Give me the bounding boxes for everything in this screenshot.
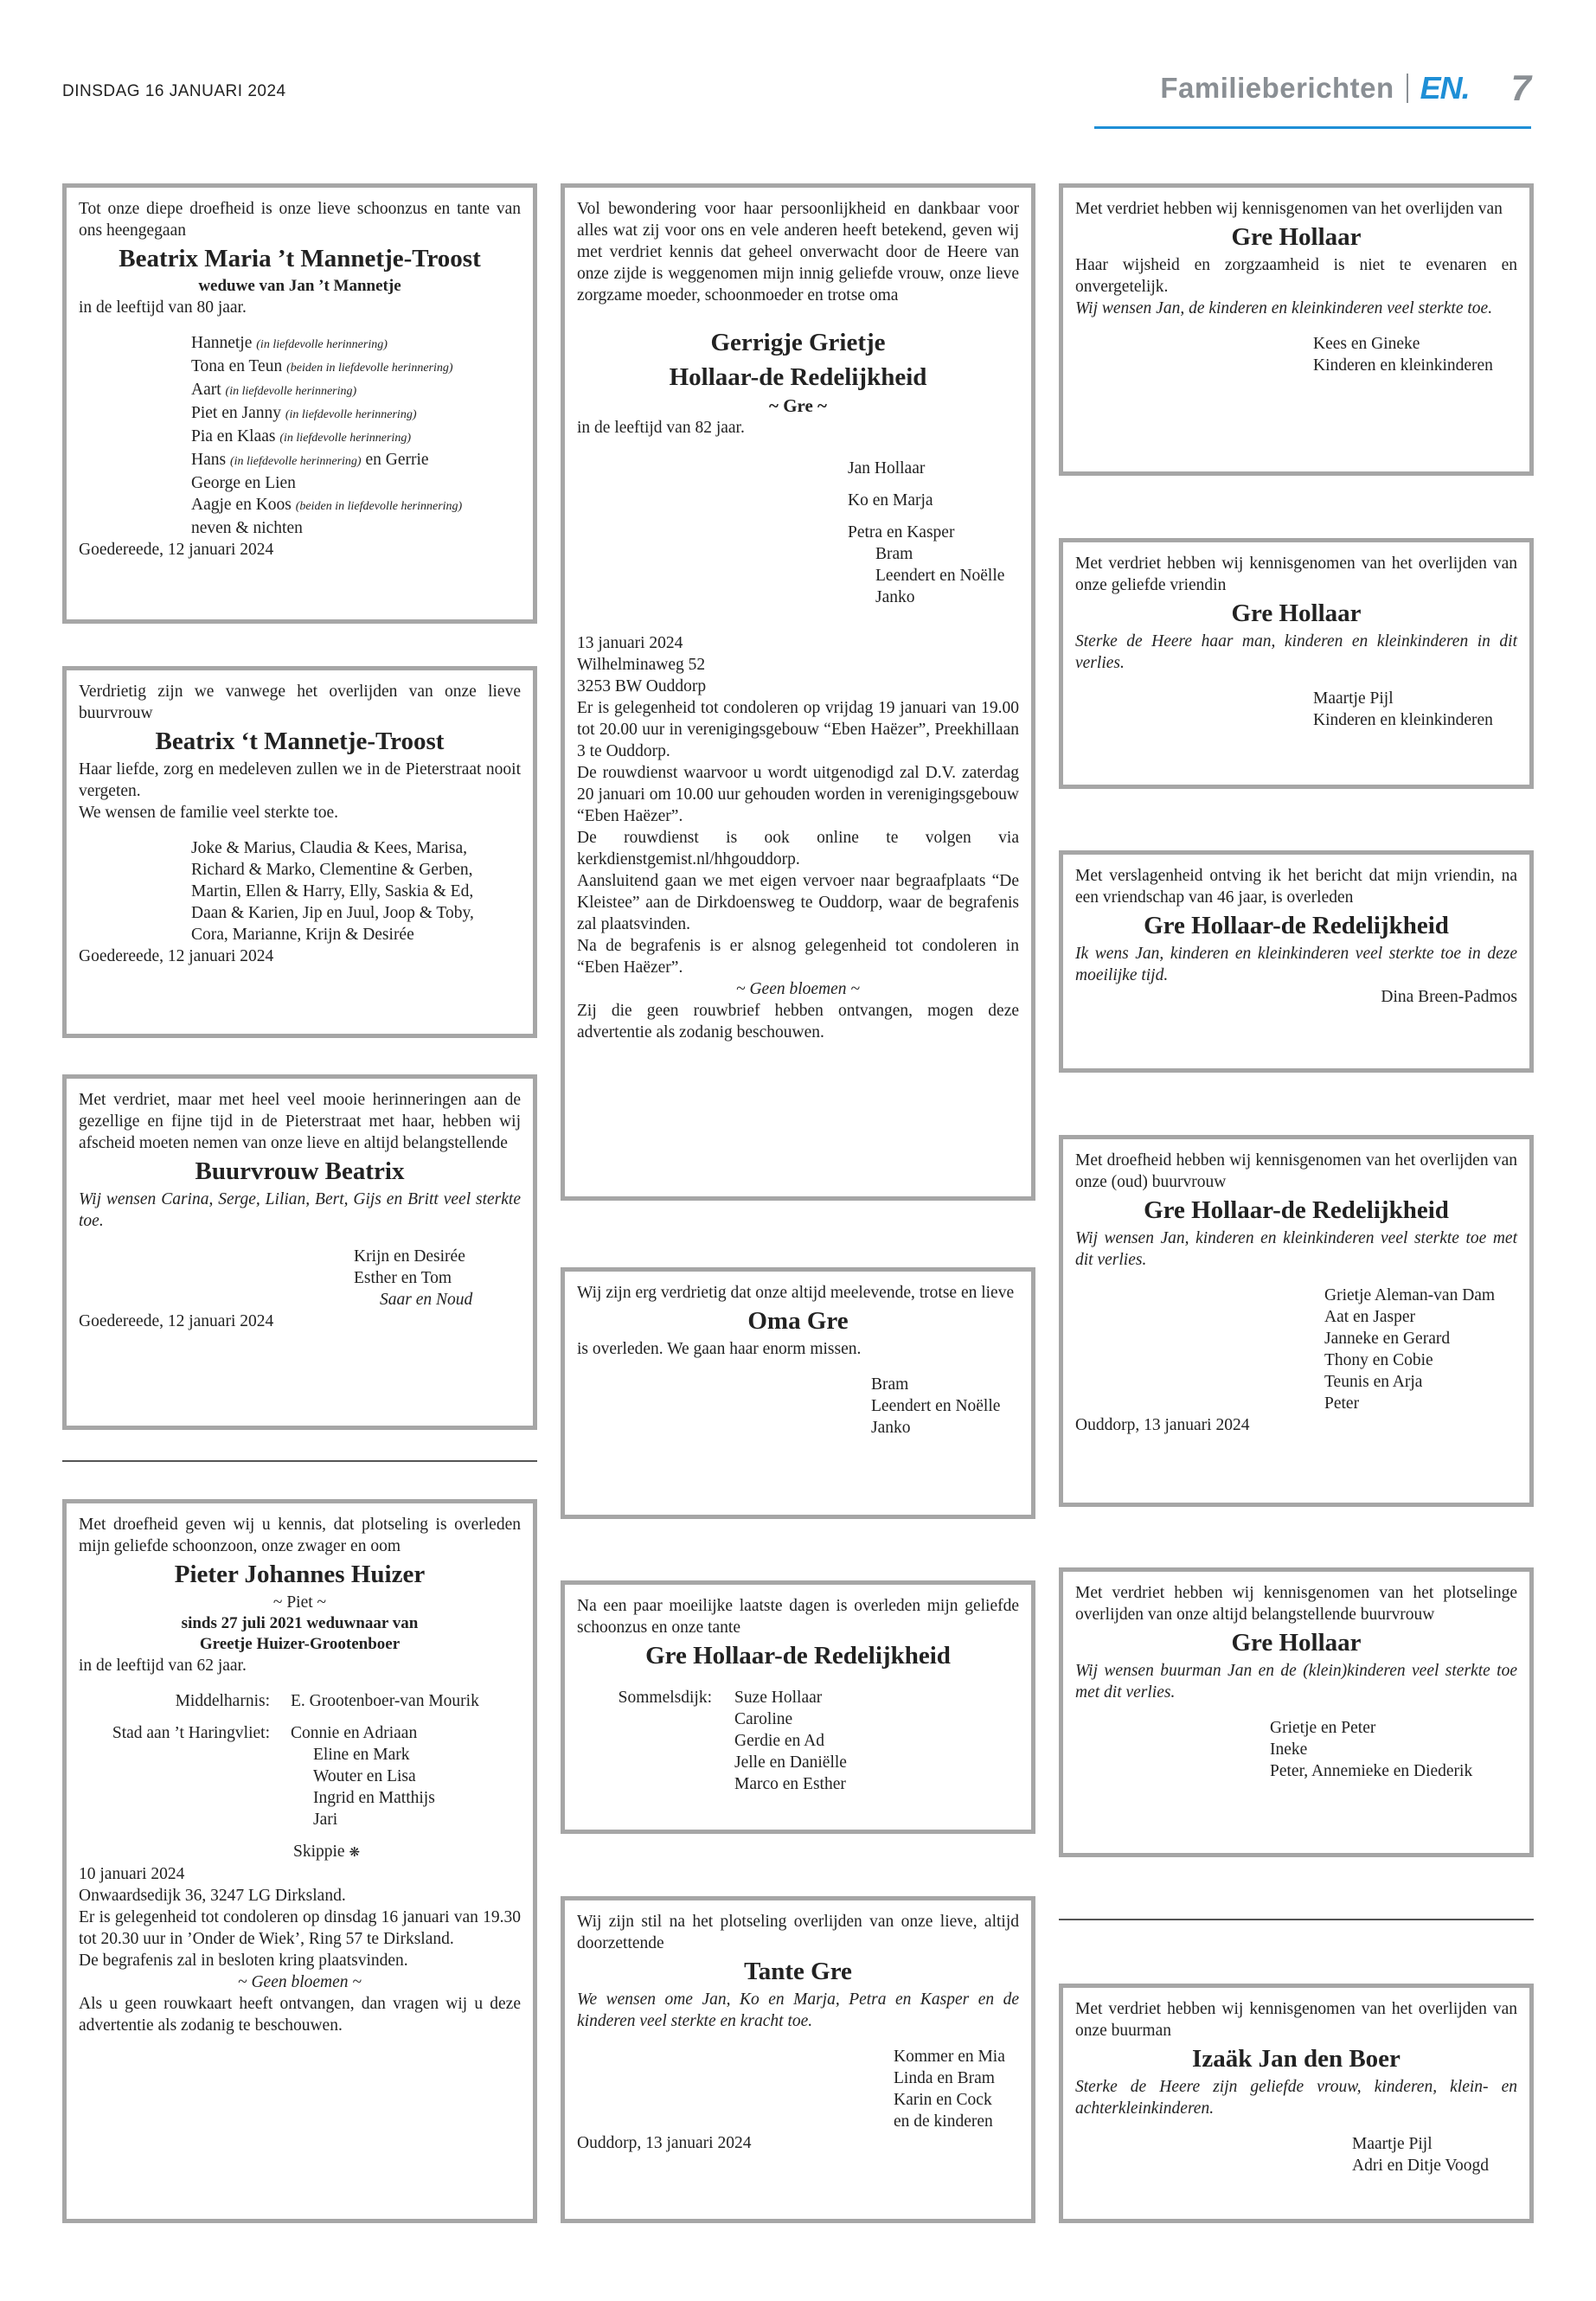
signatory: Leendert en Noëlle — [871, 1397, 1001, 1415]
ad-intro: Met verdriet hebben wij kennisgenomen van het overlijden van onze buurman — [1075, 2000, 1517, 2040]
obituary-pieter-huizer — [62, 1499, 537, 2223]
family-member: Tona en Teun (beiden in liefdevolle herinnering) — [191, 357, 453, 375]
ad-date: 10 januari 2024 — [79, 1865, 185, 1883]
family-member: E. Grootenboer-van Mourik — [291, 1692, 479, 1710]
family-member: George en Lien — [191, 474, 296, 492]
column-divider — [62, 1460, 537, 1462]
newspaper-logo: EN. — [1420, 70, 1470, 106]
family-member: Wouter en Lisa — [313, 1767, 416, 1785]
obituary-gre-oud-buurvrouw — [1059, 1135, 1534, 1507]
deceased-name: Buurvrouw Beatrix — [195, 1157, 405, 1185]
signatory: Daan & Karien, Jip en Juul, Joop & Toby, — [191, 904, 474, 922]
ad-intro: Na een paar moeilijke laatste dagen is overleden mijn geliefde schoonzus en onze tante — [577, 1597, 1019, 1637]
condolence-info: Na de begrafenis is er alsnog gelegenheid tot condoleren in “Eben Haëzer”. — [577, 937, 1019, 977]
ad-intro: Verdrietig zijn we vanwege het overlijden van onze lieve buurvrouw — [79, 683, 521, 722]
family-member: Piet en Janny (in liefdevolle herinnering) — [191, 404, 417, 422]
obituary-gre-dina — [1059, 850, 1534, 1073]
signatory: Bram — [871, 1375, 909, 1394]
ad-wish: Sterke de Heere haar man, kinderen en kleinkinderen in dit verlies. — [1075, 632, 1517, 672]
signatory: Kinderen en kleinkinderen — [1313, 711, 1493, 729]
signatory: Teunis en Arja — [1324, 1373, 1423, 1391]
no-flowers: ~ Geen bloemen ~ — [736, 980, 860, 998]
ad-place-date: Ouddorp, 13 januari 2024 — [577, 2134, 752, 2152]
section-title: Familieberichten — [1160, 72, 1394, 104]
family-member: Connie en Adriaan — [291, 1724, 418, 1742]
signatory: Maartje Pijl — [1313, 689, 1394, 708]
obituary-beatrix-family — [62, 183, 537, 624]
signatory: Grietje en Peter — [1270, 1719, 1376, 1737]
signatory: Marco en Esther — [734, 1775, 846, 1793]
signatory: Janko — [871, 1419, 911, 1437]
deceased-name: Gre Hollaar-de Redelijkheid — [645, 1642, 951, 1670]
deceased-name: Hollaar-de Redelijkheid — [669, 363, 927, 391]
ad-intro: Wij zijn stil na het plotseling overlijden van onze lieve, altijd doorzettende — [577, 1913, 1019, 1952]
family-member: Ko en Marja — [848, 491, 933, 510]
deceased-subtitle: Greetje Huizer-Grootenboer — [199, 1635, 401, 1653]
family-member: Bram — [875, 545, 913, 563]
ad-intro: Met droefheid hebben wij kennisgenomen van het overlijden van onze (oud) buurvrouw — [1075, 1151, 1517, 1191]
signatory: Kinderen en kleinkinderen — [1313, 356, 1493, 375]
signatory: Saar en Noud — [380, 1291, 473, 1309]
family-member: Aagje en Koos (beiden in liefdevolle herinnering) — [191, 496, 463, 514]
signatories — [79, 837, 521, 945]
ad-text: Haar wijsheid en zorgzaamheid is niet te evenaren en onvergetelijk. — [1075, 256, 1517, 296]
ad-intro: Vol bewondering voor haar persoonlijkheid en dankbaar voor alles wat zij voor ons en vele anderen heeft betekend, geven wij met verdriet kennis dat geheel onverwacht door de Heere van onze zijde is weggenomen mijn innig geliefde vrouw, onze lieve zorgzame moeder, schoonmoeder en trotse oma — [577, 200, 1019, 304]
signatory: Suze Hollaar — [734, 1689, 823, 1707]
page-header — [1160, 67, 1531, 109]
obituary-gerrigje-hollaar — [561, 183, 1035, 1201]
pet-name: Skippie ❋ — [293, 1843, 361, 1861]
ad-address: Wilhelminaweg 52 — [577, 656, 706, 674]
deceased-name: Gre Hollaar — [1231, 599, 1362, 627]
family-member: Hans (in liefdevolle herinnering) en Gerrie — [191, 451, 429, 469]
signatory: Kees en Gineke — [1313, 335, 1420, 353]
ad-wish: We wensen ome Jan, Ko en Marja, Petra en Kasper en de kinderen veel sterkte en kracht toe. — [577, 1990, 1019, 2030]
signatory: Cora, Marianne, Krijn & Desirée — [191, 926, 414, 944]
family-list — [79, 332, 521, 539]
signatory: Maartje Pijl — [1352, 2135, 1433, 2153]
family-member: Janko — [875, 588, 915, 606]
signatories — [577, 2046, 1019, 2132]
family-table — [577, 1687, 847, 1795]
obituary-oma-gre — [561, 1267, 1035, 1519]
column-divider — [1059, 1919, 1534, 1920]
signatory: Dina Breen-Padmos — [1381, 988, 1517, 1006]
obituary-gre-hollaar-kees — [1059, 183, 1534, 476]
ad-intro: Met verdriet hebben wij kennisgenomen van het plotselinge overlijden van onze altijd belangstellende buurvrouw — [1075, 1584, 1517, 1624]
family-member: Jan Hollaar — [848, 459, 926, 478]
ad-wish: Wij wensen Carina, Serge, Lilian, Bert, Gijs en Britt veel sterkte toe. — [79, 1190, 521, 1230]
family-member: neven & nichten — [191, 519, 303, 537]
service-info: Aansluitend gaan we met eigen vervoer naar begraafplaats “De Kleistee” aan de Dirkdoensweg te Ouddorp, waar de begrafenis zal plaatsvinden. — [577, 872, 1019, 933]
ad-wish: Wij wensen buurman Jan en de (klein)kinderen veel sterkte toe met dit verlies. — [1075, 1662, 1517, 1702]
obituary-gre-hollaar-vriendin — [1059, 538, 1534, 789]
signatory: Grietje Aleman-van Dam — [1324, 1286, 1496, 1304]
obituary-gre-buurman-jan — [1059, 1567, 1534, 1857]
ad-place-date: Goedereede, 12 januari 2024 — [79, 1312, 274, 1330]
card-notice: Zij die geen rouwbrief hebben ontvangen, mogen deze advertentie als zodanig beschouwen. — [577, 1002, 1019, 1042]
deceased-subtitle: sinds 27 juli 2021 weduwnaar van — [181, 1614, 419, 1632]
deceased-name: Oma Gre — [747, 1307, 849, 1335]
service-info: De rouwdienst waarvoor u wordt uitgenodigd zal D.V. zaterdag 20 januari om 10.00 uur gehouden worden in verenigingsgebouw “Eben Haëzer”. — [577, 764, 1019, 825]
family-member: Petra en Kasper — [848, 523, 955, 542]
signatories — [577, 1374, 1019, 1439]
obituary-tante-gre — [561, 1896, 1035, 2223]
family-member: Jari — [313, 1811, 338, 1829]
page-number: 7 — [1510, 67, 1531, 108]
deceased-age: in de leeftijd van 62 jaar. — [79, 1657, 247, 1675]
signatories — [1075, 688, 1517, 731]
family-member: Aart (in liefdevolle herinnering) — [191, 381, 357, 399]
deceased-subtitle: weduwe van Jan ’t Mannetje — [198, 277, 401, 295]
no-flowers: ~ Geen bloemen ~ — [238, 1973, 362, 1991]
signatory: Richard & Marko, Clementine & Gerben, — [191, 861, 473, 879]
signatory: Karin en Cock — [894, 2091, 992, 2109]
card-notice: Als u geen rouwkaart heeft ontvangen, dan vragen wij u deze advertentie als zodanig te beschouwen. — [79, 1995, 521, 2035]
signatory: en de kinderen — [894, 2112, 993, 2131]
deceased-name: Gerrigje Grietje — [710, 329, 886, 356]
signatory: Peter — [1324, 1394, 1360, 1413]
deceased-name: Tante Gre — [744, 1958, 852, 1985]
deceased-nickname: ~ Gre ~ — [769, 395, 827, 416]
ad-intro: Met verdriet hebben wij kennisgenomen van het overlijden van — [1075, 200, 1503, 218]
ad-address: Onwaardsedijk 36, 3247 LG Dirksland. — [79, 1887, 346, 1905]
funeral-info: De begrafenis zal in besloten kring plaatsvinden. — [79, 1952, 408, 1970]
family-list — [577, 458, 1019, 608]
ad-wish: Ik wens Jan, kinderen en kleinkinderen veel sterkte toe in deze moeilijke tijd. — [1075, 945, 1517, 984]
obituary-beatrix-neighbours — [62, 666, 537, 1038]
condolence-info: Er is gelegenheid tot condoleren op vrijdag 19 januari van 19.00 tot 20.00 uur in verenigingsgebouw “Eben Haëzer”, Preekhillaan 3 te Ouddorp. — [577, 699, 1019, 760]
obituary-buurvrouw-beatrix — [62, 1074, 537, 1430]
deceased-name: Izaäk Jan den Boer — [1192, 2045, 1401, 2073]
ad-date: 13 januari 2024 — [577, 634, 683, 652]
signatory: Peter, Annemieke en Diederik — [1270, 1762, 1473, 1780]
ad-intro: Met droefheid geven wij u kennis, dat plotseling is overleden mijn geliefde schoonzoon, onze zwager en oom — [79, 1516, 521, 1555]
ad-wish: Wij wensen Jan, de kinderen en kleinkinderen veel sterkte toe. — [1075, 299, 1493, 317]
signatory: Gerdie en Ad — [734, 1732, 824, 1750]
family-member: Hannetje (in liefdevolle herinnering) — [191, 334, 388, 352]
ad-intro: Met verdriet hebben wij kennisgenomen van het overlijden van onze geliefde vriendin — [1075, 554, 1517, 594]
ad-intro: Wij zijn erg verdrietig dat onze altijd meelevende, trotse en lieve — [577, 1284, 1015, 1302]
signatory: Caroline — [734, 1710, 793, 1728]
ad-address: 3253 BW Ouddorp — [577, 677, 707, 695]
deceased-age: in de leeftijd van 80 jaar. — [79, 298, 247, 317]
signatories — [79, 1246, 521, 1311]
ad-place-date: Goedereede, 12 januari 2024 — [79, 541, 274, 559]
family-member: Leendert en Noëlle — [875, 567, 1005, 585]
family-location: Sommelsdijk: — [618, 1689, 712, 1707]
family-member: Eline en Mark — [313, 1746, 410, 1764]
ad-text: We wensen de familie veel sterkte toe. — [79, 804, 339, 822]
signatory: Martin, Ellen & Harry, Elly, Saskia & Ed, — [191, 882, 474, 901]
ad-intro: Met verslagenheid ontving ik het bericht dat mijn vriendin, na een vriendschap van 46 jaar, is overleden — [1075, 867, 1517, 907]
family-member: Pia en Klaas (in liefdevolle herinnering) — [191, 427, 411, 445]
deceased-name: Gre Hollaar-de Redelijkheid — [1144, 912, 1449, 939]
deceased-age: in de leeftijd van 82 jaar. — [577, 419, 745, 437]
condolence-info: Er is gelegenheid tot condoleren op dinsdag 16 januari van 19.30 tot 20.30 uur in ’Onder de Wiek’, Ring 57 te Dirksland. — [79, 1908, 521, 1948]
signatory: Joke & Marius, Claudia & Kees, Marisa, — [191, 839, 467, 857]
ad-place-date: Goedereede, 12 januari 2024 — [79, 947, 274, 965]
signatory: Thony en Cobie — [1324, 1351, 1433, 1369]
family-location: Stad aan ’t Haringvliet: — [112, 1724, 270, 1742]
ad-place-date: Ouddorp, 13 januari 2024 — [1075, 1416, 1250, 1434]
signatory: Linda en Bram — [894, 2069, 995, 2087]
ad-wish: Sterke de Heere zijn geliefde vrouw, kinderen, klein- en achterkleinkinderen. — [1075, 2078, 1517, 2118]
ad-intro: Tot onze diepe droefheid is onze lieve schoonzus en tante van ons heengegaan — [79, 200, 521, 240]
signatory: Aat en Jasper — [1324, 1308, 1416, 1326]
deceased-name: Gre Hollaar — [1231, 1629, 1362, 1657]
signatories — [1075, 1717, 1517, 1782]
family-table — [79, 1690, 479, 1830]
signatory: Krijn en Desirée — [354, 1247, 465, 1266]
deceased-name: Beatrix Maria ’t Mannetje-Troost — [119, 245, 481, 272]
deceased-name: Pieter Johannes Huizer — [174, 1561, 426, 1588]
deceased-nickname: ~ Piet ~ — [272, 1593, 327, 1612]
obituary-gre-sister-in-law — [561, 1580, 1035, 1834]
signatories — [1075, 2133, 1517, 2176]
issue-date: DINSDAG 16 JANUARI 2024 — [62, 82, 286, 100]
ad-wish: Wij wensen Jan, kinderen en kleinkinderen veel sterkte toe met dit verlies. — [1075, 1229, 1517, 1269]
ad-intro: Met verdriet, maar met heel veel mooie herinneringen aan de gezellige en fijne tijd in de Pieterstraat met haar, hebben wij afscheid moeten nemen van onze lieve en altijd belangstellende — [79, 1091, 521, 1152]
signatory: Janneke en Gerard — [1324, 1330, 1451, 1348]
paw-icon: ❋ — [349, 1844, 361, 1860]
signatory: Kommer en Mia — [894, 2048, 1005, 2066]
signatories — [1075, 333, 1517, 376]
signatory: Jelle en Daniëlle — [734, 1753, 847, 1772]
ad-text: Haar liefde, zorg en medeleven zullen we in de Pieterstraat nooit vergeten. — [79, 760, 521, 800]
deceased-name: Gre Hollaar — [1231, 223, 1362, 251]
family-member: Ingrid en Matthijs — [313, 1789, 435, 1807]
service-info: De rouwdienst is ook online te volgen via kerkdienstgemist.nl/hhgouddorp. — [577, 829, 1019, 868]
header-rule — [1094, 126, 1531, 129]
signatory: Ineke — [1270, 1740, 1308, 1759]
signatory: Esther en Tom — [354, 1269, 452, 1287]
deceased-name: Beatrix ‘t Mannetje-Troost — [155, 727, 445, 755]
signatory: Adri en Ditje Voogd — [1352, 2157, 1489, 2175]
signatories — [1075, 1285, 1517, 1414]
family-location: Middelharnis: — [175, 1692, 270, 1710]
ad-text: is overleden. We gaan haar enorm missen. — [577, 1340, 862, 1358]
header-divider — [1407, 74, 1408, 103]
deceased-name: Gre Hollaar-de Redelijkheid — [1144, 1196, 1449, 1224]
obituary-izaak-den-boer — [1059, 1984, 1534, 2223]
